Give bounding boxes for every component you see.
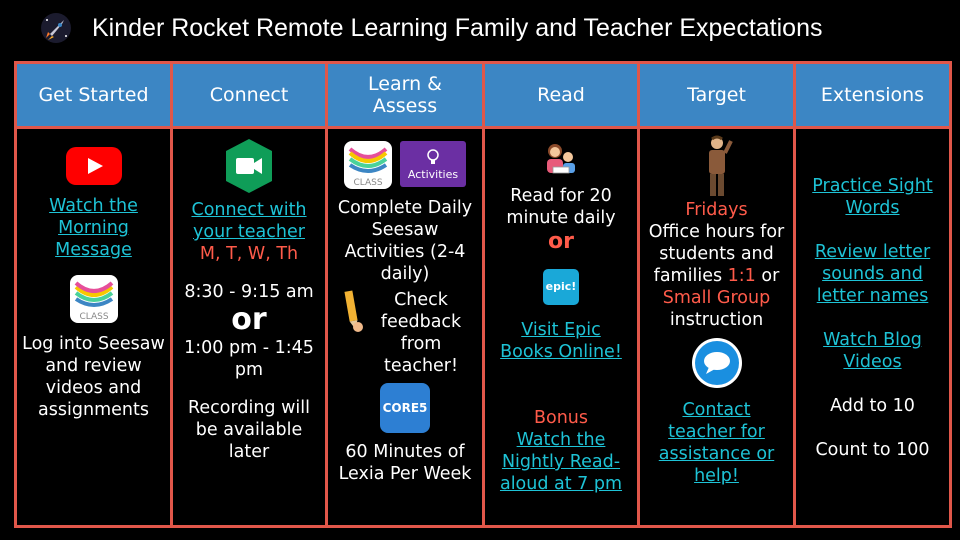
bonus-label: Bonus: [533, 408, 588, 428]
activities-label: Activities: [407, 168, 459, 181]
connect-teacher-link[interactable]: Connect with your teacher: [191, 200, 307, 242]
read-daily-text: Read for 20 minute daily: [506, 186, 616, 228]
heading-target: Target: [639, 63, 795, 128]
sight-words-link[interactable]: Practice Sight Words: [812, 176, 933, 218]
heading-get-started: Get Started: [16, 63, 172, 128]
pencil-icon: [338, 289, 364, 333]
morning-message-link[interactable]: Watch the Morning Message: [49, 196, 138, 260]
connect-or: or: [231, 302, 267, 337]
count-to-100: Count to 100: [815, 440, 930, 460]
lexia-text: 60 Minutes of Lexia Per Week: [338, 442, 472, 484]
recording-note: Recording will be available later: [188, 398, 310, 462]
rocket-icon: [38, 10, 74, 46]
google-meet-icon[interactable]: [222, 137, 276, 195]
blog-videos-link[interactable]: Watch Blog Videos: [823, 330, 922, 372]
column-get-started: [16, 128, 172, 527]
one-to-one: 1:1: [727, 266, 756, 286]
youtube-icon[interactable]: [66, 147, 122, 185]
office-hours-text: Office hours for students and families 1:1 or Small Group instruction: [648, 222, 785, 330]
epic-books-link[interactable]: Visit Epic Books Online!: [500, 320, 622, 362]
connect-time-morning: 8:30 - 9:15 am: [184, 282, 314, 302]
heading-extensions: Extensions: [795, 63, 951, 128]
fridays-label: Fridays: [685, 200, 748, 220]
connect-days: M, T, W, Th: [199, 244, 299, 264]
svg-text:CLASS: CLASS: [78, 312, 109, 322]
chat-icon[interactable]: [691, 337, 743, 389]
small-group: Small Group: [662, 288, 771, 308]
expectations-table: [14, 61, 952, 528]
connect-time-afternoon: 1:00 pm - 1:45 pm: [184, 338, 314, 380]
seesaw-class-icon[interactable]: [344, 141, 392, 189]
column-learn-assess: [327, 128, 484, 527]
column-target: [639, 128, 795, 527]
heading-read: Read: [484, 63, 639, 128]
reading-family-icon: [539, 141, 583, 177]
title-bar: [38, 8, 822, 48]
activities-icon[interactable]: [400, 141, 466, 187]
seesaw-activities-text: Complete Daily Seesaw Activities (2-4 daily): [337, 198, 473, 284]
epic-label: epic!: [545, 280, 577, 293]
feedback-text: Check feedback from teacher!: [380, 290, 462, 376]
read-or: or: [548, 229, 574, 254]
add-to-10: Add to 10: [830, 396, 915, 416]
seesaw-login-text: Log into Seesaw and review videos and assignments: [22, 334, 165, 420]
column-extensions: [795, 128, 951, 527]
column-read: [484, 128, 639, 527]
core5-icon[interactable]: [380, 383, 430, 433]
heading-learn-assess: Learn & Assess: [327, 63, 484, 128]
column-connect: [172, 128, 327, 527]
teacher-icon: [699, 135, 735, 199]
heading-connect: Connect: [172, 63, 327, 128]
letter-sounds-link[interactable]: Review letter sounds and letter names: [814, 242, 931, 306]
svg-text:CLASS: CLASS: [353, 178, 383, 188]
epic-icon[interactable]: [543, 269, 579, 305]
seesaw-class-icon[interactable]: [70, 275, 118, 323]
contact-teacher-link[interactable]: Contact teacher for assistance or help!: [658, 400, 775, 486]
page-title: Kinder Rocket Remote Learning Family and Teacher Expectations: [92, 13, 823, 42]
nightly-readaloud-link[interactable]: Watch the Nightly Read-aloud at 7 pm: [499, 430, 623, 494]
core5-label: CORE5: [382, 401, 428, 415]
